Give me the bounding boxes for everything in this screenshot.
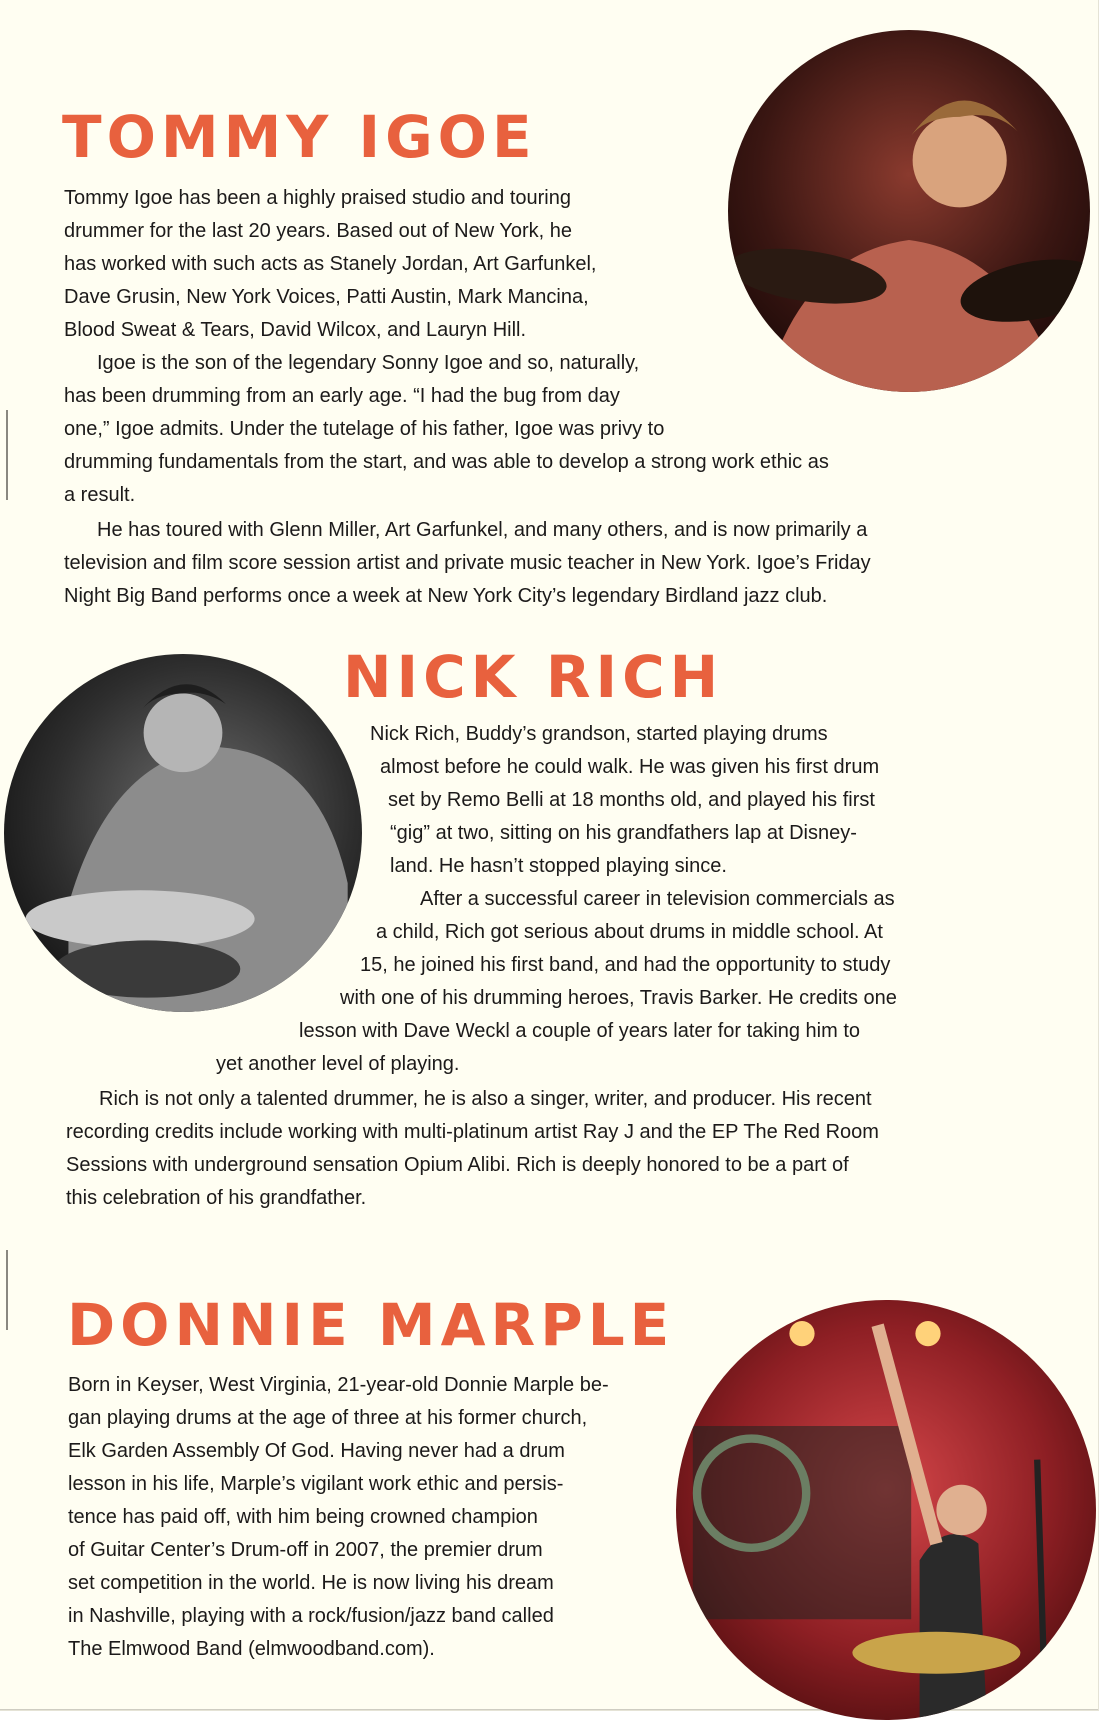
bio-line: set competition in the world. He is now living his dream xyxy=(68,1572,554,1594)
bio-line: 15, he joined his first band, and had the opportunity to study xyxy=(360,954,891,976)
bio-line: recording credits include working with multi-platinum artist Ray J and the EP The Red Room xyxy=(66,1121,879,1143)
bio-line: lesson with Dave Weckl a couple of years later for taking him to xyxy=(299,1020,860,1042)
bio-line: “gig” at two, sitting on his grandfathers lap at Disney- xyxy=(390,822,857,844)
bio-line: After a successful career in television commercials as xyxy=(420,888,895,910)
bio-line: Tommy Igoe has been a highly praised studio and touring xyxy=(64,187,571,209)
section-heading-nick-rich: NICK RICH xyxy=(343,643,724,711)
bio-line: land. He hasn’t stopped playing since. xyxy=(390,855,727,877)
bio-line: Nick Rich, Buddy’s grandson, started playing drums xyxy=(370,723,828,745)
bio-line: with one of his drumming heroes, Travis Barker. He credits one xyxy=(340,987,897,1009)
bio-line: drumming fundamentals from the start, and was able to develop a strong work ethic as xyxy=(64,451,829,473)
bio-line: has been drumming from an early age. “I had the bug from day xyxy=(64,385,620,407)
bio-line: has worked with such acts as Stanely Jordan, Art Garfunkel, xyxy=(64,253,597,275)
photo-tommy-igoe xyxy=(728,30,1090,392)
bio-line: He has toured with Glenn Miller, Art Garfunkel, and many others, and is now primarily a xyxy=(97,519,868,541)
bio-line: of Guitar Center’s Drum-off in 2007, the premier drum xyxy=(68,1539,543,1561)
bio-line: Igoe is the son of the legendary Sonny Igoe and so, naturally, xyxy=(97,352,640,374)
bio-line: Blood Sweat & Tears, David Wilcox, and Lauryn Hill. xyxy=(64,319,527,341)
bio-line: Rich is not only a talented drummer, he is also a singer, writer, and producer. His recent xyxy=(99,1088,872,1110)
binding-mark xyxy=(6,410,8,500)
bio-line: set by Remo Belli at 18 months old, and played his first xyxy=(388,789,875,811)
bio-line: Born in Keyser, West Virginia, 21-year-old Donnie Marple be- xyxy=(68,1374,609,1396)
photo-donnie-marple xyxy=(676,1300,1096,1720)
bio-line: gan playing drums at the age of three at his former church, xyxy=(68,1407,588,1429)
bio-line: yet another level of playing. xyxy=(216,1053,460,1075)
bio-line: a result. xyxy=(64,484,136,506)
bio-line: lesson in his life, Marple’s vigilant work ethic and persis- xyxy=(68,1473,564,1495)
photo-nick-rich xyxy=(4,654,362,1012)
bio-line: television and film score session artist and private music teacher in New York. Igoe’s Friday xyxy=(64,552,871,574)
bio-line: Night Big Band performs once a week at New York City’s legendary Birdland jazz club. xyxy=(64,585,828,607)
drummer-photo-placeholder xyxy=(676,1300,1096,1720)
bio-line: The Elmwood Band (elmwoodband.com). xyxy=(68,1638,435,1660)
section-heading-donnie-marple: DONNIE MARPLE xyxy=(67,1291,675,1359)
bio-line: one,” Igoe admits. Under the tutelage of his father, Igoe was privy to xyxy=(64,418,665,440)
bio-line: this celebration of his grandfather. xyxy=(66,1187,367,1209)
section-heading-tommy-igoe: TOMMY IGOE xyxy=(62,103,537,171)
drummer-photo-placeholder xyxy=(4,654,362,1012)
binding-mark xyxy=(6,1250,8,1330)
bio-line: Elk Garden Assembly Of God. Having never had a drum xyxy=(68,1440,565,1462)
bio-line: in Nashville, playing with a rock/fusion/jazz band called xyxy=(68,1605,554,1627)
bio-line: tence has paid off, with him being crowned champion xyxy=(68,1506,538,1528)
bio-line: Dave Grusin, New York Voices, Patti Austin, Mark Mancina, xyxy=(64,286,589,308)
bio-line: almost before he could walk. He was given his first drum xyxy=(380,756,880,778)
bio-line: drummer for the last 20 years. Based out of New York, he xyxy=(64,220,573,242)
drummer-photo-placeholder xyxy=(728,30,1090,392)
bio-line: Sessions with underground sensation Opium Alibi. Rich is deeply honored to be a part of xyxy=(66,1154,849,1176)
bio-line: a child, Rich got serious about drums in middle school. At xyxy=(376,921,883,943)
